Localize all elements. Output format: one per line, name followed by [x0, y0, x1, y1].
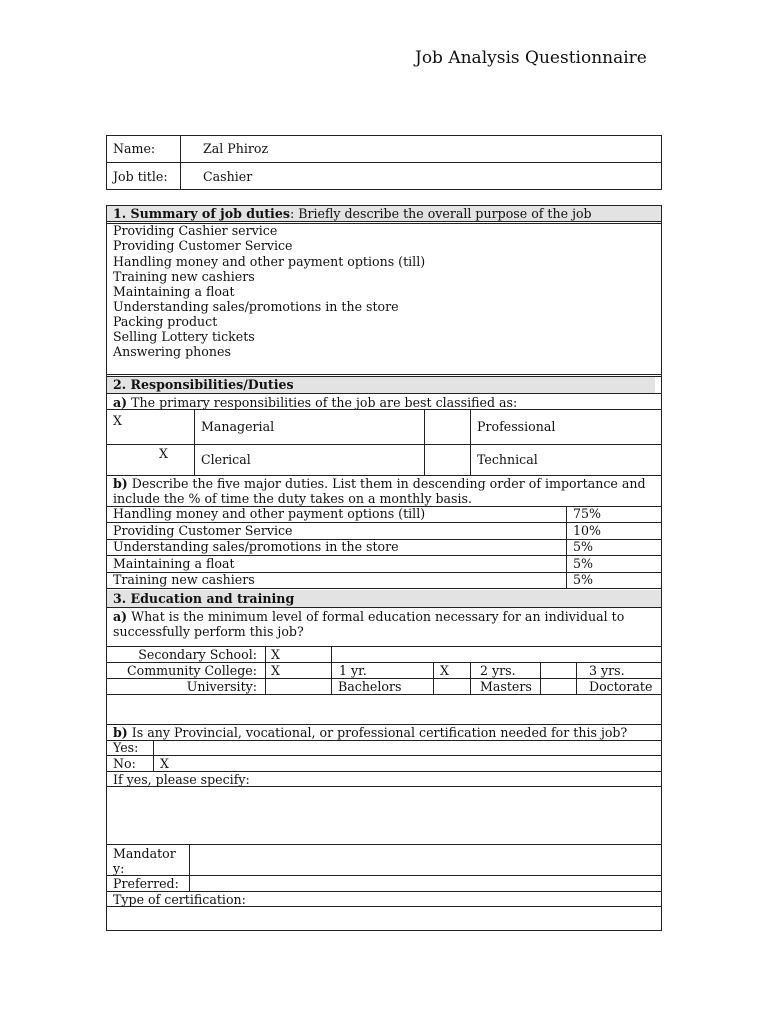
professional-label: Professional: [477, 419, 556, 434]
one-year-label: 1 yr.: [339, 663, 367, 678]
summary-line: Handling money and other payment options (till): [113, 254, 426, 269]
certification-type-label: Type of certification:: [113, 892, 246, 907]
job-title-label: Job title:: [113, 169, 168, 184]
university-label: University:: [186, 679, 257, 694]
section2-question-b: b) Describe the five major duties. List them in descending order of importance and: [113, 476, 646, 491]
managerial-label: Managerial: [201, 419, 275, 434]
community-college-checkbox[interactable]: X: [271, 663, 280, 678]
certification-yes-label: Yes:: [113, 740, 139, 755]
duty-percent: 75%: [573, 506, 601, 521]
certification-no-label: No:: [113, 756, 136, 771]
three-year-label: 3 yrs.: [589, 663, 625, 678]
two-year-checkbox[interactable]: X: [440, 663, 449, 678]
identity-table: [106, 135, 662, 190]
duty-text: Providing Customer Service: [113, 523, 293, 538]
preferred-field[interactable]: [191, 876, 661, 891]
summary-line: Understanding sales/promotions in the store: [113, 299, 399, 314]
summary-line: Providing Cashier service: [113, 223, 278, 238]
managerial-checkbox[interactable]: X: [113, 413, 122, 428]
community-college-label: Community College:: [126, 663, 257, 678]
section2-question-a: a) The primary responsibilities of the job are best classified as:: [113, 395, 518, 410]
duty-text: Maintaining a float: [113, 556, 235, 571]
document-title: Job Analysis Questionnaire: [415, 48, 647, 68]
section3-question-a: a) What is the minimum level of formal education necessary for an individual to: [113, 609, 625, 624]
two-year-label: 2 yrs.: [480, 663, 516, 678]
duty-percent: 5%: [573, 572, 593, 587]
certification-type-field[interactable]: [107, 907, 661, 930]
summary-line: Maintaining a float: [113, 284, 235, 299]
job-title-value[interactable]: Cashier: [203, 169, 253, 184]
duty-percent: 5%: [573, 556, 593, 571]
summary-line: Selling Lottery tickets: [113, 329, 255, 344]
duty-percent: 5%: [573, 539, 593, 554]
section3-question-a-cont: successfully perform this job?: [113, 624, 304, 639]
mandatory-label: Mandator y:: [113, 846, 176, 876]
section2-heading: 2. Responsibilities/Duties: [113, 377, 294, 392]
summary-line: Training new cashiers: [113, 269, 255, 284]
duty-text: Handling money and other payment options (till): [113, 506, 426, 521]
bachelors-label: Bachelors: [338, 679, 402, 694]
summary-line: Providing Customer Service: [113, 238, 293, 253]
certification-no-field[interactable]: X: [160, 756, 169, 771]
summary-line: Packing product: [113, 314, 218, 329]
clerical-label: Clerical: [201, 452, 251, 467]
secondary-school-checkbox[interactable]: X: [271, 647, 280, 662]
masters-label: Masters: [480, 679, 532, 694]
section2-question-b-cont: include the % of time the duty takes on a monthly basis.: [113, 491, 472, 506]
name-label: Name:: [113, 141, 156, 156]
technical-label: Technical: [477, 452, 538, 467]
summary-line: Answering phones: [113, 344, 231, 359]
if-yes-specify-label: If yes, please specify:: [113, 772, 250, 787]
clerical-checkbox[interactable]: X: [159, 446, 168, 461]
questionnaire-form: [106, 205, 662, 931]
mandatory-field[interactable]: [191, 845, 661, 875]
duty-text: Training new cashiers: [113, 572, 255, 587]
section3-heading: 3. Education and training: [113, 591, 295, 606]
preferred-label: Preferred:: [113, 876, 179, 891]
duty-percent: 10%: [573, 523, 601, 538]
secondary-school-label: Secondary School:: [138, 647, 257, 662]
doctorate-label: Doctorate: [589, 679, 653, 694]
specify-field[interactable]: [107, 787, 661, 844]
duty-text: Understanding sales/promotions in the store: [113, 539, 399, 554]
section1-heading: 1. Summary of job duties: Briefly describe the overall purpose of the job: [113, 206, 592, 221]
section3-question-b: b) Is any Provincial, vocational, or professional certification needed for this job?: [113, 725, 628, 740]
name-value[interactable]: Zal Phiroz: [203, 141, 269, 156]
